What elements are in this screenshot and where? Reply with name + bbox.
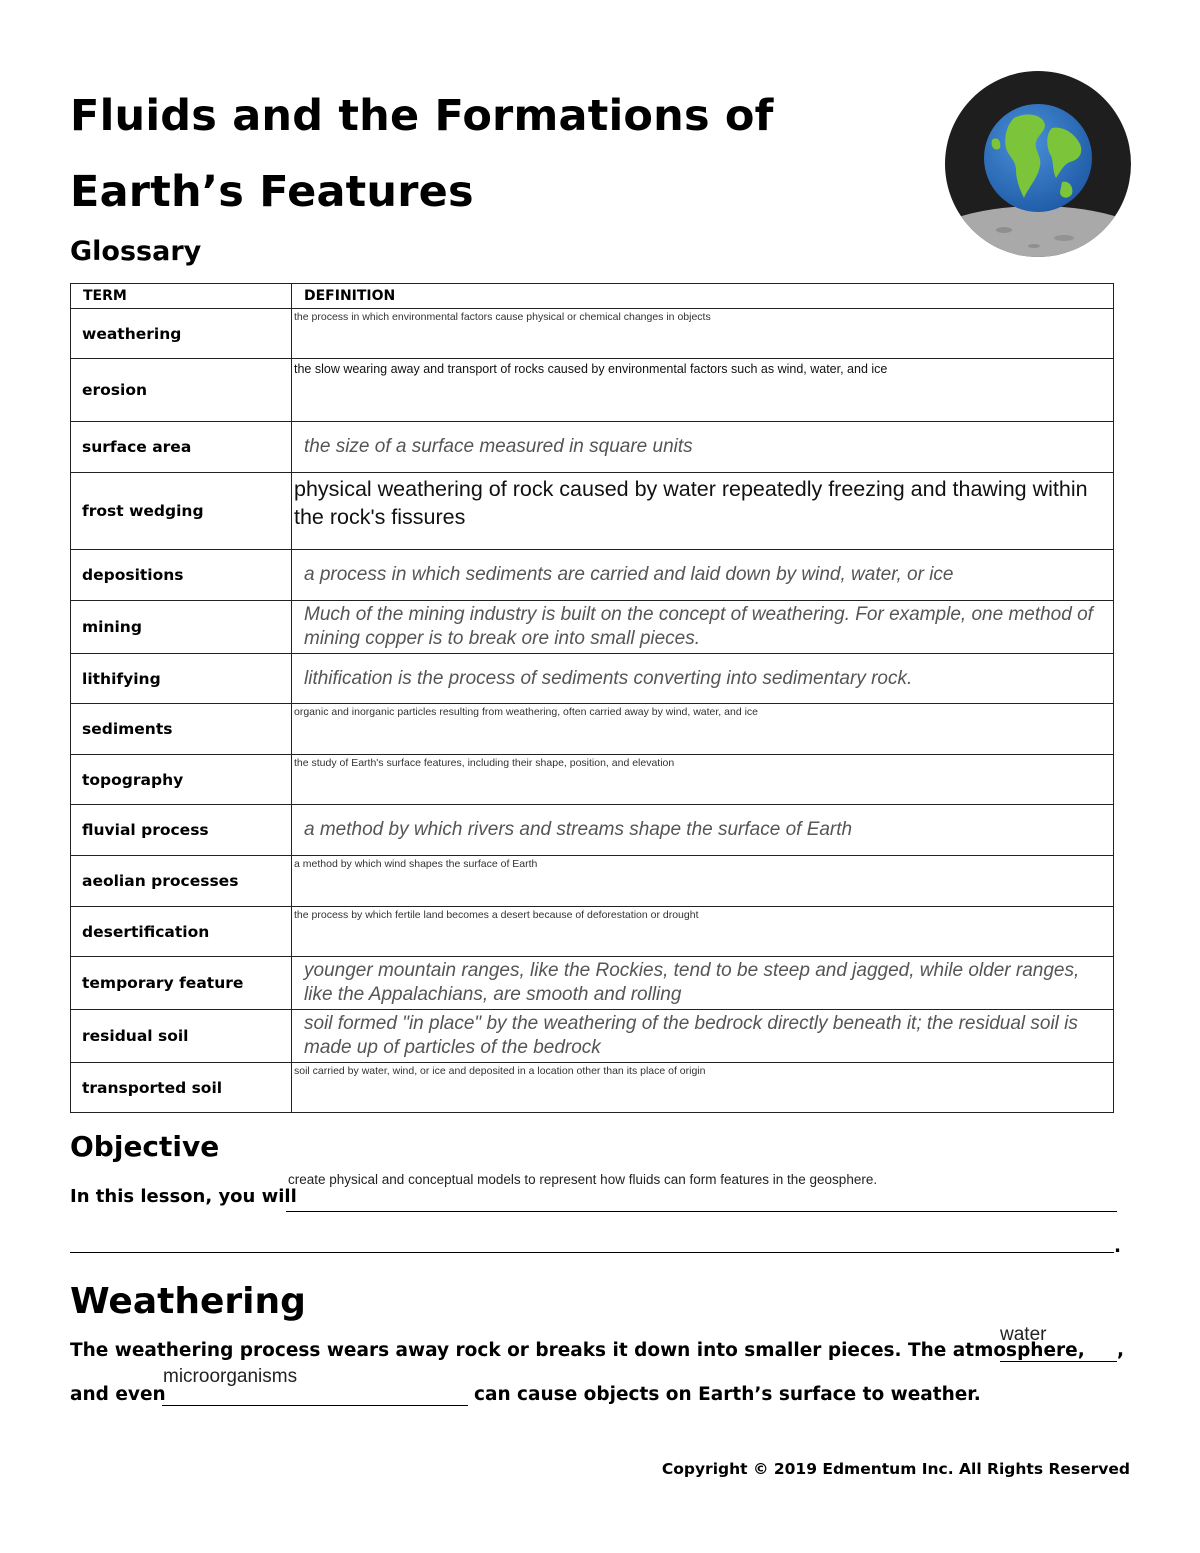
table-row	[71, 704, 1114, 755]
page-title: Fluids and the Formations of Earth’s Features	[70, 91, 774, 217]
term-cell: mining	[71, 601, 292, 654]
table-header-row	[71, 284, 1114, 309]
weathering-line-1: The weathering process wears away rock or breaks it down into smaller pieces. The atmosphere,	[70, 1340, 1085, 1361]
definition-text: soil carried by water, wind, or ice and deposited in a location other than its place of origin	[294, 1065, 706, 1077]
definition-text: the process by which fertile land becomes a desert because of deforestation or drought	[294, 909, 699, 921]
definition-text: soil formed "in place" by the weathering of the bedrock directly beneath it; the residual soil is made up of particles of the bedrock	[304, 1013, 1078, 1058]
definition-text: a process in which sediments are carried and laid down by wind, water, or ice	[304, 564, 954, 585]
term-cell: frost wedging	[71, 473, 292, 550]
term-column-header: TERM	[71, 284, 292, 309]
table-row	[71, 309, 1114, 359]
term-cell: residual soil	[71, 1010, 292, 1063]
weathering-blank-1-line	[1000, 1361, 1117, 1362]
weathering-heading: Weathering	[70, 1281, 306, 1322]
table-row	[71, 957, 1114, 1010]
definition-cell[interactable]	[292, 422, 1114, 473]
definition-text: the slow wearing away and transport of rocks caused by environmental factors such as wind, water, and ice	[294, 362, 888, 376]
table-row	[71, 1010, 1114, 1063]
table-row	[71, 755, 1114, 805]
table-row	[71, 654, 1114, 704]
definition-cell[interactable]	[292, 805, 1114, 856]
definition-text: a method by which wind shapes the surface of Earth	[294, 858, 538, 870]
table-row	[71, 805, 1114, 856]
term-cell: transported soil	[71, 1063, 292, 1113]
objective-blank-line-2	[70, 1252, 1114, 1253]
definition-cell[interactable]	[292, 473, 1114, 550]
definition-cell[interactable]	[292, 1063, 1114, 1113]
definition-cell[interactable]	[292, 309, 1114, 359]
weathering-comma: ,	[1117, 1340, 1125, 1361]
definition-cell[interactable]	[292, 856, 1114, 907]
definition-cell[interactable]	[292, 1010, 1114, 1063]
term-cell: aeolian processes	[71, 856, 292, 907]
definition-text: the study of Earth's surface features, including their shape, position, and elevation	[294, 757, 675, 769]
earth-illustration	[944, 70, 1132, 258]
term-cell: fluvial process	[71, 805, 292, 856]
definition-cell[interactable]	[292, 755, 1114, 805]
weathering-blank-2-answer[interactable]: microorganisms	[163, 1366, 298, 1387]
table-row	[71, 422, 1114, 473]
term-cell: topography	[71, 755, 292, 805]
term-cell: erosion	[71, 359, 292, 422]
definition-cell[interactable]	[292, 654, 1114, 704]
weathering-blank-2-line	[162, 1405, 468, 1406]
objective-prompt: In this lesson, you will	[70, 1186, 297, 1207]
definition-cell[interactable]	[292, 550, 1114, 601]
objective-blank-line-1	[286, 1211, 1117, 1212]
definition-cell[interactable]	[292, 957, 1114, 1010]
table-row	[71, 359, 1114, 422]
objective-heading: Objective	[70, 1130, 220, 1163]
definition-cell[interactable]	[292, 601, 1114, 654]
table-row	[71, 550, 1114, 601]
table-row	[71, 473, 1114, 550]
copyright-notice: Copyright © 2019 Edmentum Inc. All Rights Reserved	[661, 1460, 1130, 1478]
definition-text: physical weathering of rock caused by water repeatedly freezing and thawing within the rock's fissures	[294, 477, 1088, 529]
term-cell: desertification	[71, 907, 292, 957]
table-row	[71, 907, 1114, 957]
objective-answer[interactable]: create physical and conceptual models to represent how fluids can form features in the geosphere.	[288, 1172, 878, 1187]
term-cell: depositions	[71, 550, 292, 601]
term-cell: temporary feature	[71, 957, 292, 1010]
glossary-table	[70, 283, 1114, 1113]
table-row	[71, 1063, 1114, 1113]
definition-text: lithification is the process of sediments converting into sedimentary rock.	[304, 667, 913, 689]
table-row	[71, 856, 1114, 907]
glossary-heading: Glossary	[70, 236, 202, 267]
term-cell: lithifying	[71, 654, 292, 704]
definition-text: a method by which rivers and streams shape the surface of Earth	[304, 819, 853, 840]
definition-text: younger mountain ranges, like the Rockies, tend to be steep and jagged, while older ranges, like the Appalachians, are smooth and rolling	[304, 960, 1080, 1005]
weathering-line-2-start: and even	[70, 1384, 166, 1405]
definition-text: the process in which environmental factors cause physical or chemical changes in objects	[294, 311, 711, 323]
definition-text: the size of a surface measured in square units	[304, 436, 693, 457]
weathering-blank-1-answer[interactable]: water	[1000, 1324, 1047, 1345]
definition-text: organic and inorganic particles resulting from weathering, often carried away by wind, water, and ice	[294, 706, 758, 718]
objective-period: .	[1114, 1236, 1122, 1257]
definition-cell[interactable]	[292, 704, 1114, 755]
term-cell: weathering	[71, 309, 292, 359]
definition-column-header: DEFINITION	[292, 284, 1114, 309]
definition-cell[interactable]	[292, 359, 1114, 422]
term-cell: surface area	[71, 422, 292, 473]
table-row	[71, 601, 1114, 654]
weathering-line-2-end: can cause objects on Earth’s surface to weather.	[474, 1384, 981, 1405]
definition-text: Much of the mining industry is built on the concept of weathering. For example, one method of mining copper is to break ore into small pieces.	[304, 604, 1093, 649]
term-cell: sediments	[71, 704, 292, 755]
definition-cell[interactable]	[292, 907, 1114, 957]
